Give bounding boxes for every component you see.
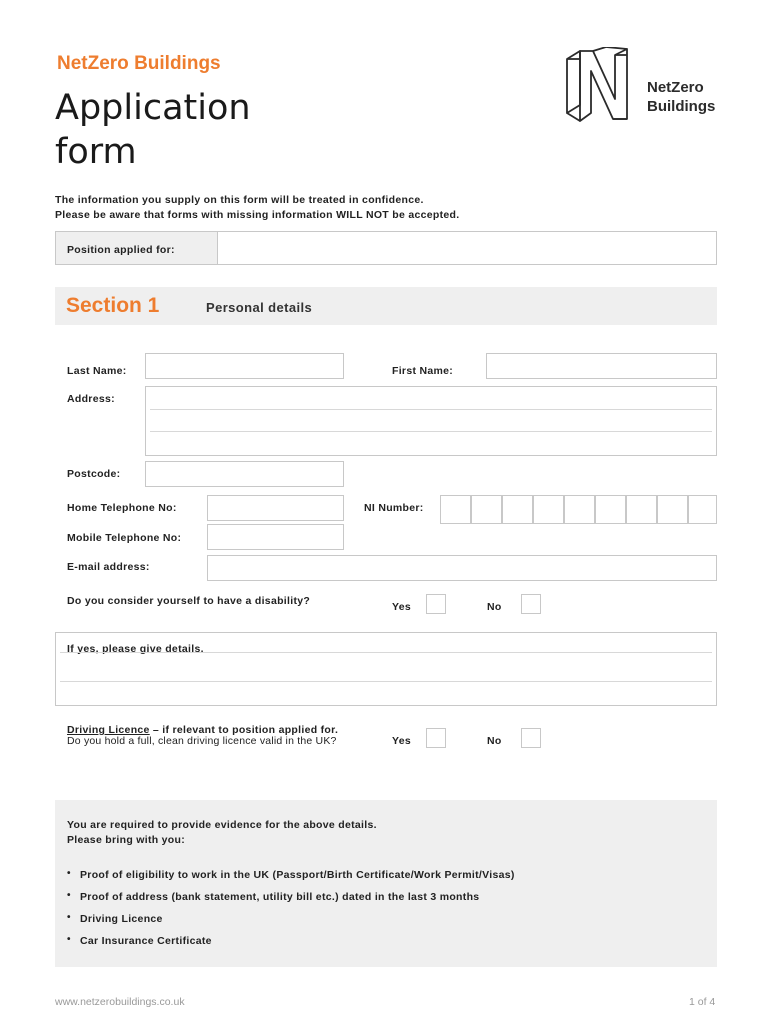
details-line (60, 652, 712, 653)
disability-no-label: No (487, 601, 502, 613)
section1-number: Section 1 (66, 294, 160, 317)
ni-char-box[interactable] (657, 495, 688, 524)
evidence-line2: Please bring with you: (67, 834, 186, 846)
evidence-line1: You are required to provide evidence for the above details. (67, 819, 377, 831)
ni-char-box[interactable] (502, 495, 533, 524)
details-line (60, 681, 712, 682)
disability-yes-label: Yes (392, 601, 412, 613)
address-field[interactable] (145, 386, 717, 456)
position-label-cell (55, 231, 218, 265)
disability-question: Do you consider yourself to have a disability? (67, 595, 311, 607)
mobile-tel-label: Mobile Telephone No: (67, 532, 182, 544)
ni-number-boxes (440, 495, 717, 524)
evidence-intro (67, 818, 377, 848)
logo-text-line1: NetZero (647, 79, 704, 96)
postcode-label: Postcode: (67, 468, 121, 480)
page-number: 1 of 4 (689, 996, 716, 1008)
evidence-item: • Proof of address (bank statement, utility bill etc.) dated in the last 3 months (67, 891, 515, 913)
position-input[interactable] (217, 231, 717, 265)
ni-char-box[interactable] (533, 495, 564, 524)
footer-url: www.netzerobuildings.co.uk (55, 996, 185, 1008)
ni-number-label: NI Number: (364, 502, 424, 514)
n-logo-icon (563, 47, 639, 125)
disability-yes-checkbox[interactable] (426, 594, 446, 614)
email-label: E-mail address: (67, 561, 150, 573)
intro-line1: The information you supply on this form will be treated in confidence. (55, 194, 424, 206)
section1-title: Personal details (206, 300, 313, 315)
postcode-field[interactable] (145, 461, 344, 487)
disability-details-field[interactable] (55, 632, 717, 706)
email-field[interactable] (207, 555, 717, 581)
intro-text (55, 193, 459, 223)
last-name-label: Last Name: (67, 365, 127, 377)
logo-text-line2: Buildings (647, 98, 716, 115)
driving-licence-question: Do you hold a full, clean driving licence valid in the UK? (67, 735, 337, 747)
intro-line2: Please be aware that forms with missing information WILL NOT be accepted. (55, 209, 460, 221)
evidence-item: • Driving Licence (67, 913, 515, 935)
ni-char-box[interactable] (595, 495, 626, 524)
home-tel-field[interactable] (207, 495, 344, 521)
disability-details-label: If yes, please give details. (67, 643, 204, 655)
first-name-field[interactable] (486, 353, 717, 379)
brand-name: NetZero Buildings (57, 53, 221, 74)
netzero-logo (563, 47, 733, 125)
address-line (150, 409, 712, 410)
last-name-field[interactable] (145, 353, 344, 379)
first-name-label: First Name: (392, 365, 454, 377)
page-title (55, 86, 251, 174)
driving-yes-label: Yes (392, 735, 412, 747)
ni-char-box[interactable] (626, 495, 657, 524)
position-label: Position applied for: (67, 244, 175, 256)
evidence-item: • Car Insurance Certificate (67, 935, 515, 957)
ni-char-box[interactable] (688, 495, 717, 524)
driving-licence-suffix: – if relevant to position applied for. (149, 724, 339, 736)
driving-no-label: No (487, 735, 502, 747)
page-title-line2: form (55, 132, 137, 172)
mobile-tel-field[interactable] (207, 524, 344, 550)
address-label: Address: (67, 393, 115, 405)
driving-no-checkbox[interactable] (521, 728, 541, 748)
evidence-list (67, 869, 515, 957)
disability-no-checkbox[interactable] (521, 594, 541, 614)
evidence-panel (55, 800, 717, 967)
driving-yes-checkbox[interactable] (426, 728, 446, 748)
section1-header (55, 287, 717, 325)
page-title-line1: Application (55, 88, 251, 128)
address-line (150, 431, 712, 432)
ni-char-box[interactable] (471, 495, 502, 524)
home-tel-label: Home Telephone No: (67, 502, 177, 514)
ni-char-box[interactable] (564, 495, 595, 524)
driving-licence-title: Driving Licence (67, 724, 150, 736)
evidence-item: • Proof of eligibility to work in the UK (Passport/Birth Certificate/Work Permit/Visas) (67, 869, 515, 891)
ni-char-box[interactable] (440, 495, 471, 524)
